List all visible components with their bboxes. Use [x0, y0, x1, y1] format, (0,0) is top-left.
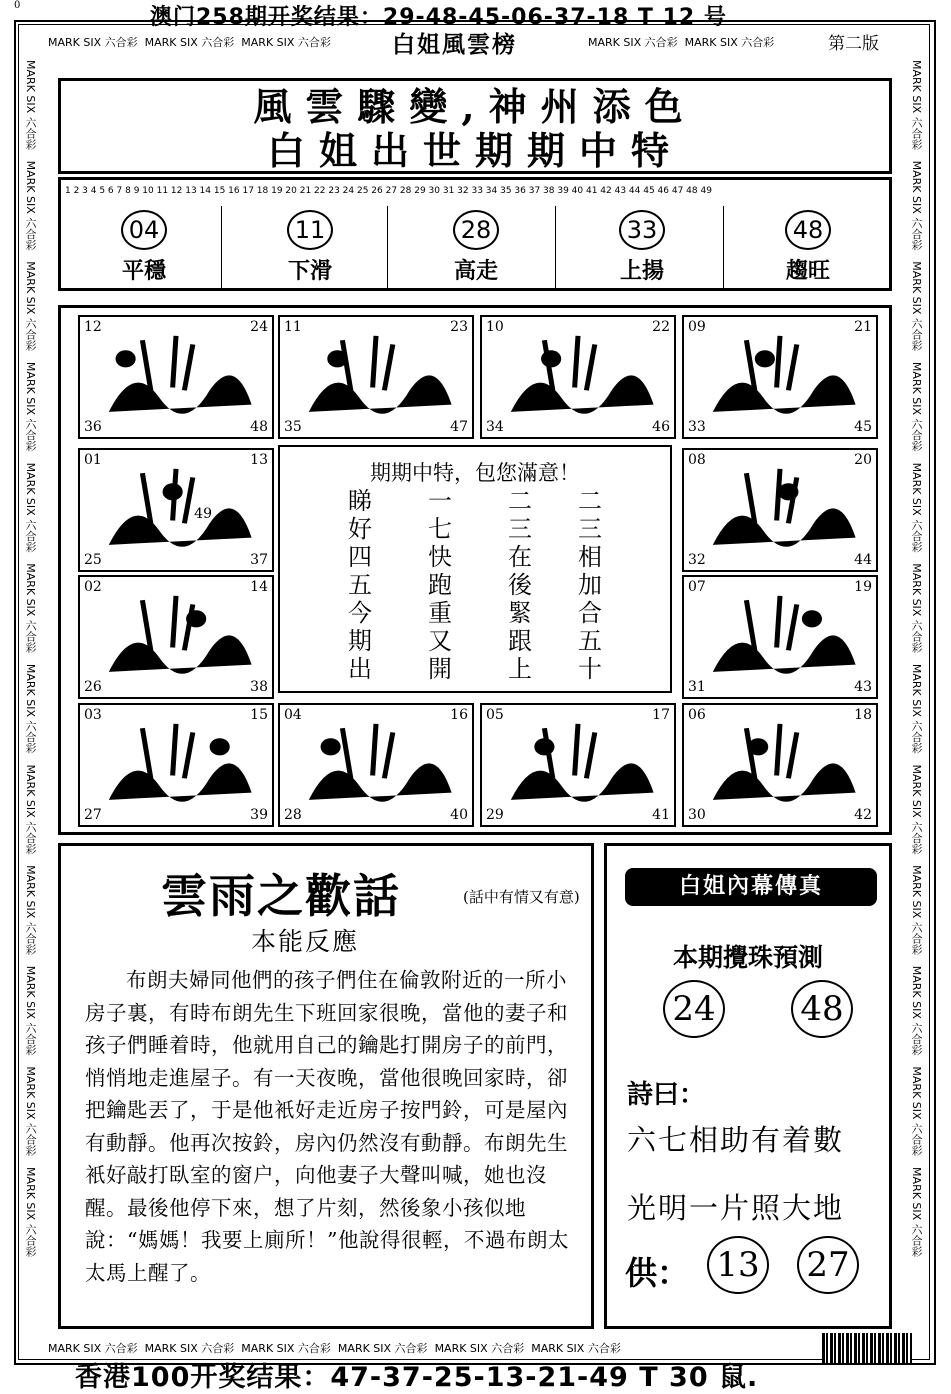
zodiac-number: 06	[688, 707, 706, 723]
pick-number: 28	[453, 210, 499, 250]
zodiac-number: 28	[284, 807, 302, 823]
poem-column: 一七快跑重又開	[428, 487, 452, 683]
zodiac-cell	[682, 703, 878, 827]
zodiac-number: 26	[84, 679, 102, 695]
predict-title: 本期攪珠預測	[672, 943, 823, 972]
pick-4	[559, 204, 725, 290]
zodiac-illustration	[92, 593, 260, 679]
offer-label: 供：	[625, 1254, 690, 1292]
divider	[555, 206, 556, 288]
divider	[387, 206, 388, 288]
poem-label: 詩曰：	[627, 1080, 706, 1110]
zodiac-cell	[682, 448, 878, 572]
predict-number: 48	[791, 980, 853, 1038]
zodiac-number: 12	[84, 319, 102, 335]
pick-label: 高走	[453, 259, 498, 284]
zodiac-number: 40	[450, 807, 468, 823]
zodiac-number: 29	[486, 807, 504, 823]
offer-number: 13	[707, 1236, 769, 1294]
zodiac-illustration	[494, 333, 662, 419]
zodiac-number: 05	[486, 707, 504, 723]
divider	[723, 206, 724, 288]
zodiac-cell	[78, 448, 274, 572]
zodiac-number: 41	[652, 807, 670, 823]
zodiac-number: 08	[688, 452, 706, 468]
zodiac-number: 42	[854, 807, 872, 823]
zodiac-cell	[78, 575, 274, 699]
zodiac-number: 44	[854, 552, 872, 568]
pick-2	[227, 204, 393, 290]
story-title: 雲雨之歡話	[161, 869, 401, 923]
zodiac-number: 37	[250, 552, 268, 568]
zodiac-number: 02	[84, 579, 102, 595]
mini-number-row: 1 2 3 4 5 6 7 8 9 10 11 12 13 14 15 16 17 18 19 20 21 22 23 24 25 26 27 28 29 30 31 32 33 34 35 36 37 38 39 40 41 42 43 44 45 46 47 48 49	[65, 186, 712, 196]
header-strip-right: MARK SIX 六合彩 MARK SIX 六合彩	[588, 36, 775, 49]
zodiac-number: 21	[854, 319, 872, 335]
zodiac-number: 33	[688, 419, 706, 435]
pick-number: 04	[121, 210, 167, 250]
pick-1	[61, 204, 227, 290]
zodiac-number: 43	[854, 679, 872, 695]
zodiac-cell	[278, 703, 474, 827]
zodiac-illustration	[494, 721, 662, 807]
inside-info-badge: 白姐內幕傳真	[625, 868, 877, 906]
zodiac-cell	[682, 315, 878, 439]
zodiac-illustration	[696, 721, 864, 807]
zodiac-number: 04	[284, 707, 302, 723]
zodiac-number: 39	[250, 807, 268, 823]
slogan-line-1: 風雲驟變,神州添色	[253, 84, 697, 129]
zodiac-illustration	[92, 721, 260, 807]
right-side-strip: MARK SIX 六合彩 MARK SIX 六合彩 MARK SIX 六合彩 MARK SIX 六合彩 MARK SIX 六合彩 MARK SIX 六合彩 MARK SIX 六合彩 MARK SIX 六合彩 MARK SIX 六合彩 MARK SIX 六合彩 MARK SIX 六合彩 MARK SIX 六合彩	[910, 60, 923, 1257]
zodiac-number: 32	[688, 552, 706, 568]
zodiac-number: 20	[854, 452, 872, 468]
zodiac-number: 14	[250, 579, 268, 595]
zodiac-number: 25	[84, 552, 102, 568]
pick-label: 趨旺	[785, 259, 830, 284]
divider	[221, 206, 222, 288]
offer-number: 27	[797, 1236, 859, 1294]
story-note: (話中有情又有意)	[463, 888, 580, 906]
left-side-strip: MARK SIX 六合彩 MARK SIX 六合彩 MARK SIX 六合彩 MARK SIX 六合彩 MARK SIX 六合彩 MARK SIX 六合彩 MARK SIX 六合彩 MARK SIX 六合彩 MARK SIX 六合彩 MARK SIX 六合彩 MARK SIX 六合彩 MARK SIX 六合彩	[24, 60, 37, 1257]
hongkong-draw-result: 香港100开奖结果：47-37-25-13-21-49 T 30 鼠.	[75, 1362, 759, 1393]
zodiac-number: 45	[854, 419, 872, 435]
inside-info-panel	[604, 843, 892, 1329]
edition-label: 第二版	[828, 34, 879, 54]
zodiac-illustration	[696, 466, 864, 552]
zodiac-number: 07	[688, 579, 706, 595]
page-title: 白姐風雲榜	[392, 31, 517, 58]
pick-label: 平穩	[121, 259, 166, 284]
zodiac-illustration	[696, 333, 864, 419]
predict-number: 24	[663, 980, 725, 1038]
zodiac-cell	[682, 575, 878, 699]
zodiac-number: 17	[652, 707, 670, 723]
poem-column: 二三在後緊跟上	[508, 487, 532, 683]
slogan-banner	[58, 78, 892, 174]
pick-label: 上揚	[619, 259, 664, 284]
poem-heading: 期期中特，包您滿意！	[370, 461, 580, 485]
story-subtitle: 本能反應	[251, 927, 360, 956]
zodiac-number: 49	[194, 506, 212, 522]
zodiac-illustration	[696, 593, 864, 679]
zodiac-number: 13	[250, 452, 268, 468]
zodiac-number: 27	[84, 807, 102, 823]
zodiac-number: 36	[84, 419, 102, 435]
zodiac-illustration	[292, 721, 460, 807]
story-body: 布朗夫婦同他們的孩子們住在倫敦附近的一所小房子裏，有時布朗先生下班回家很晚，當他的妻子和孩子們睡着時，他就用自己的鑰匙打開房子的前門，悄悄地走進屋子。有一天夜晚，當他很晚回家時，卻把鑰匙丟了，于是他衹好走近房子按門鈴，可是屋內有動靜。他再次按鈴，房內仍然沒有動靜。布朗先生衹好敲打臥室的窗户，向他妻子大聲叫喊，她也沒醒。最後他停下來，想了片刻，然後象小孩似地說：“媽媽！我要上廁所！”他說得很輕，不過布朗太太馬上醒了。	[85, 968, 569, 1285]
poem-column: 二三相加合五十	[578, 487, 602, 683]
poem-line-1: 六七相助有着數	[627, 1123, 845, 1157]
zodiac-cell	[480, 315, 676, 439]
poem-line-2: 光明一片照大地	[627, 1191, 845, 1225]
zodiac-number: 38	[250, 679, 268, 695]
footer-strip: MARK SIX 六合彩 MARK SIX 六合彩 MARK SIX 六合彩 MARK SIX 六合彩 MARK SIX 六合彩 MARK SIX 六合彩	[48, 1342, 621, 1355]
zodiac-number: 01	[84, 452, 102, 468]
zodiac-number: 19	[854, 579, 872, 595]
zodiac-number: 30	[688, 807, 706, 823]
pick-number: 48	[785, 210, 831, 250]
zodiac-number: 09	[688, 319, 706, 335]
pick-label: 下滑	[287, 259, 332, 284]
pick-5	[725, 204, 891, 290]
zodiac-number: 48	[250, 419, 268, 435]
zodiac-number: 10	[486, 319, 504, 335]
zodiac-number: 24	[250, 319, 268, 335]
zodiac-number: 23	[450, 319, 468, 335]
zodiac-number: 18	[854, 707, 872, 723]
zodiac-illustration	[92, 466, 260, 552]
zodiac-illustration	[292, 333, 460, 419]
zodiac-number: 22	[652, 319, 670, 335]
zodiac-number: 11	[284, 319, 302, 335]
number-picks-panel	[58, 177, 892, 291]
zodiac-number: 47	[450, 419, 468, 435]
center-poem-box	[278, 445, 672, 693]
zodiac-number: 46	[652, 419, 670, 435]
pick-3	[393, 204, 559, 290]
zodiac-cell	[78, 315, 274, 439]
header-strip-left: MARK SIX 六合彩 MARK SIX 六合彩 MARK SIX 六合彩	[48, 36, 331, 49]
macau-draw-result: 澳门258期开奖结果：29-48-45-06-37-18 T 12 号	[150, 5, 727, 30]
page-mark: 0	[14, 0, 21, 11]
zodiac-cell	[78, 703, 274, 827]
slogan-line-2: 白姐出世期期中特	[266, 128, 683, 173]
pick-number: 33	[619, 210, 665, 250]
zodiac-number: 34	[486, 419, 504, 435]
pick-number: 11	[287, 210, 333, 250]
zodiac-number: 15	[250, 707, 268, 723]
zodiac-number: 35	[284, 419, 302, 435]
story-panel	[58, 843, 594, 1329]
zodiac-cell	[480, 703, 676, 827]
zodiac-number: 31	[688, 679, 706, 695]
zodiac-illustration	[92, 333, 260, 419]
zodiac-number: 03	[84, 707, 102, 723]
zodiac-cell	[278, 315, 474, 439]
zodiac-number: 16	[450, 707, 468, 723]
poem-column: 睇好四五今期出	[348, 487, 372, 683]
